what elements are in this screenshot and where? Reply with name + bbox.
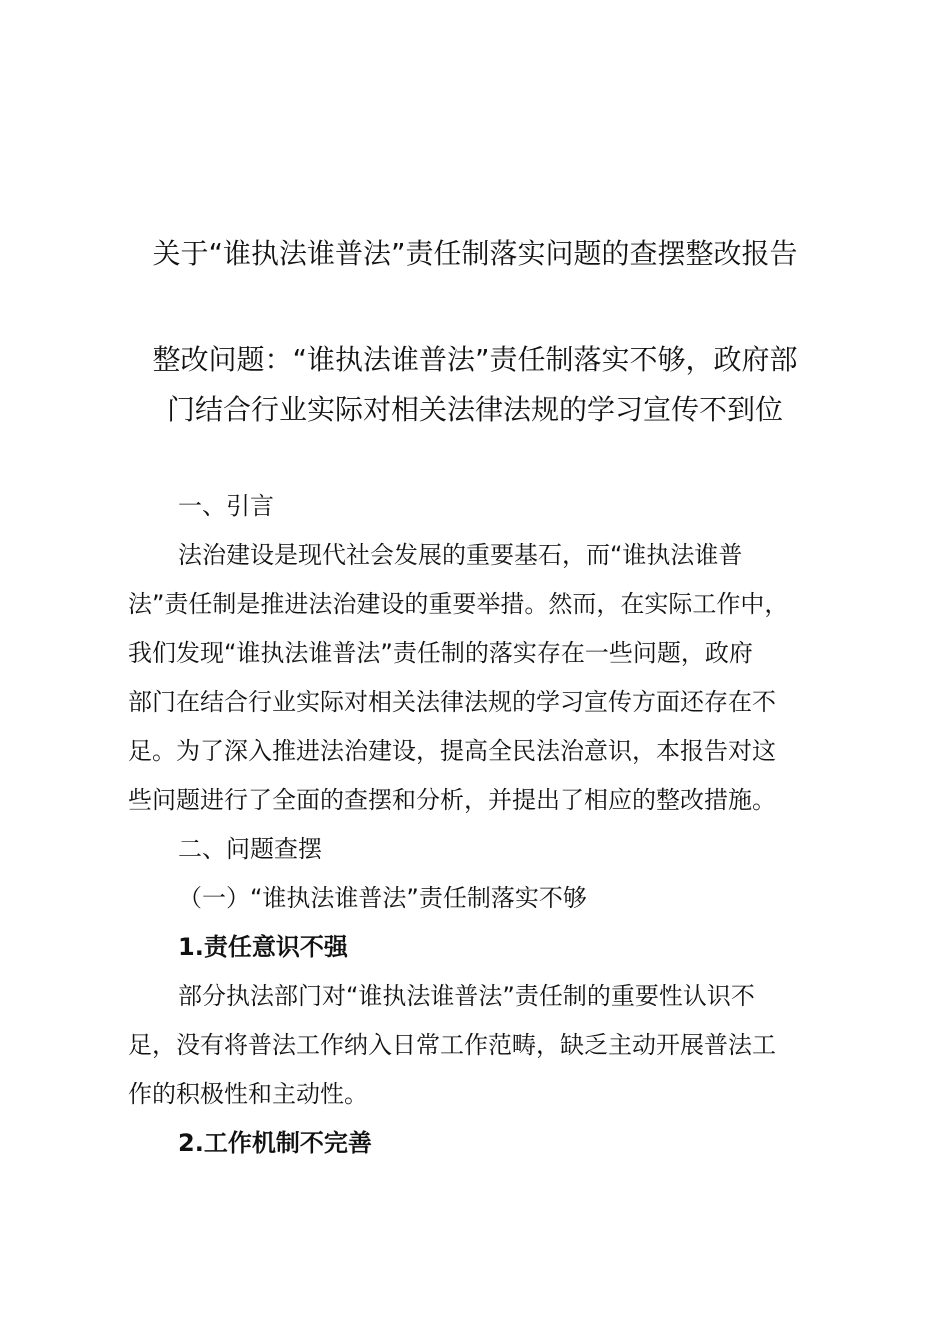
paragraph-line: 足，没有将普法工作纳入日常工作范畴，缺乏主动开展普法工	[128, 1031, 776, 1059]
section-heading-introduction: 一、引言	[178, 492, 274, 520]
item-heading-responsibility-awareness: 1.责任意识不强	[178, 933, 348, 961]
subtitle-line: 整改问题：“谁执法谁普法”责任制落实不够，政府部	[152, 343, 798, 376]
subtitle-line: 门结合行业实际对相关法律法规的学习宣传不到位	[166, 393, 783, 426]
paragraph-line: 作的积极性和主动性。	[128, 1080, 368, 1108]
paragraph-line: 些问题进行了全面的查摆和分析，并提出了相应的整改措施。	[128, 786, 776, 814]
item-paragraph	[128, 972, 838, 1119]
paragraph-line: 足。为了深入推进法治建设，提高全民法治意识，本报告对这	[128, 737, 776, 765]
document-title: 关于“谁执法谁普法”责任制落实问题的查摆整改报告	[152, 237, 798, 270]
rectification-issue-heading	[120, 335, 830, 435]
paragraph-line: 部门在结合行业实际对相关法律法规的学习宣传方面还存在不	[128, 688, 776, 716]
item-heading-work-mechanism: 2.工作机制不完善	[178, 1129, 372, 1157]
document-body	[128, 482, 838, 1168]
paragraph-line: 部分执法部门对“谁执法谁普法”责任制的重要性认识不	[178, 982, 755, 1010]
paragraph-line: 法”责任制是推进法治建设的重要举措。然而，在实际工作中，	[128, 590, 789, 618]
paragraph-line: 法治建设是现代社会发展的重要基石，而“谁执法谁普	[178, 541, 743, 569]
paragraph-line: 我们发现“谁执法谁普法”责任制的落实存在一些问题，政府	[128, 639, 753, 667]
introduction-paragraph	[128, 531, 838, 825]
section-heading-problem-review: 二、问题查摆	[178, 835, 322, 863]
subsection-heading: （一）“谁执法谁普法”责任制落实不够	[178, 884, 587, 912]
